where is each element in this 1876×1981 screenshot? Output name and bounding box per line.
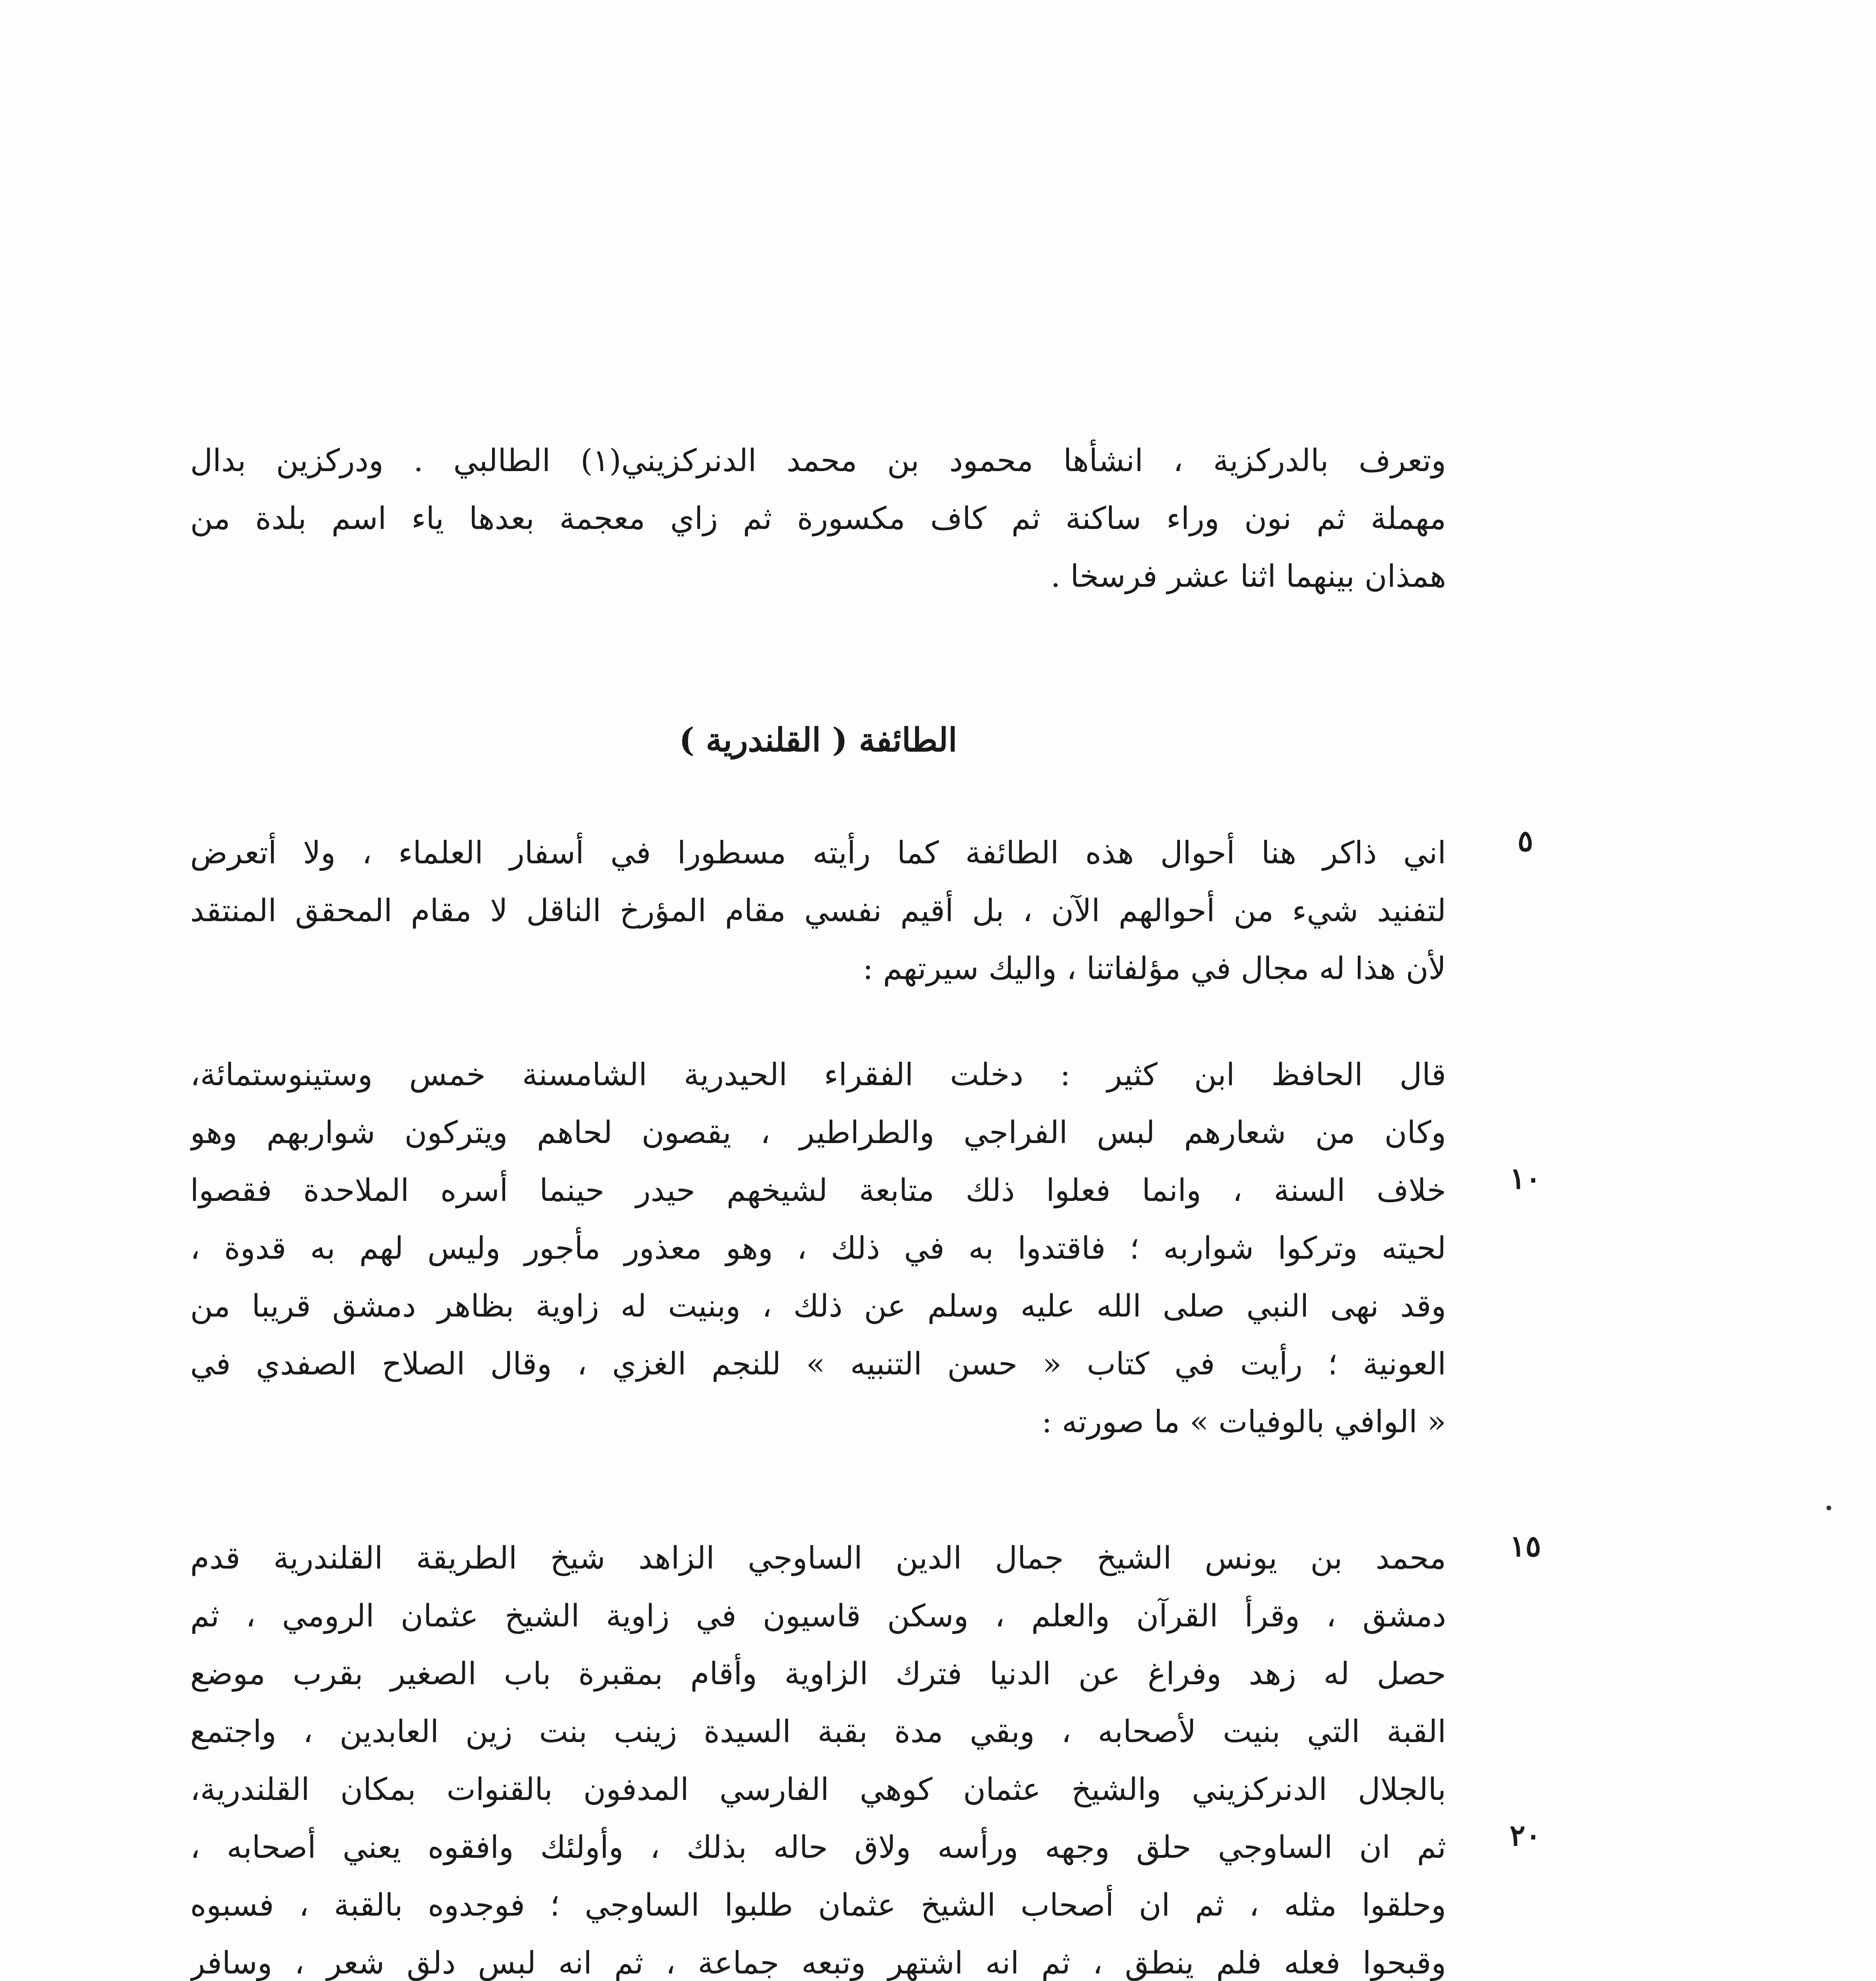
text-line: خلاف السنة ، وانما فعلوا ذلك متابعة لشيخهم حيدر حينما أسره الملاحدة فقصوا <box>190 1173 1446 1208</box>
text-line: وكان من شعارهم لبس الفراجي والطراطير ، يقصون لحاهم ويتركون شواربهم وهو <box>190 1115 1446 1151</box>
paragraph-intro-author <box>190 824 1446 998</box>
paragraph-ibn-kathir <box>190 1046 1446 1451</box>
intro-paragraph <box>190 432 1446 605</box>
text-line: « الوافي بالوفيات » ما صورته : <box>1041 1404 1446 1440</box>
text-line: لأن هذا له مجال في مؤلفاتنا ، واليك سيرتهم : <box>863 951 1446 987</box>
text-line: ثم ان الساوجي حلق وجهه ورأسه ولاق حاله بذلك ، وأولئك وافقوه يعني أصحابه ، <box>190 1830 1446 1865</box>
text-line: حصل له زهد وفراغ عن الدنيا فترك الزاوية وأقام بمقبرة باب الصغير بقرب موضع <box>190 1656 1446 1692</box>
paragraph-sawaji <box>190 1529 1446 1981</box>
text-line: وقبحوا فعله فلم ينطق ، ثم انه اشتهر وتبعه جماعة ، ثم انه لبس دلق شعر ، وسافر <box>190 1945 1446 1981</box>
line-number-15: ١٥ <box>1510 1529 1541 1563</box>
text-line: مهملة ثم نون وراء ساكنة ثم كاف مكسورة ثم زاي معجمة بعدها ياء اسم بلدة من <box>190 501 1446 536</box>
text-line: العونية ؛ رأيت في كتاب « حسن التنبيه » للنجم الغزي ، وقال الصلاح الصفدي في <box>190 1346 1446 1382</box>
text-line: وحلقوا مثله ، ثم ان أصحاب الشيخ عثمان طلبوا الساوجي ؛ فوجدوه بالقبة ، فسبوه <box>190 1887 1446 1923</box>
text-line: قال الحافظ ابن كثير : دخلت الفقراء الحيدرية الشامسنة خمس وستينوستمائة، <box>190 1057 1446 1093</box>
scan-speck <box>1826 1506 1831 1510</box>
text-line: دمشق ، وقرأ القرآن والعلم ، وسكن قاسيون في زاوية الشيخ عثمان الرومي ، ثم <box>190 1598 1446 1634</box>
text-line: لتفنيد شيء من أحوالهم الآن ، بل أقيم نفسي مقام المؤرخ الناقل لا مقام المحقق المنتقد <box>190 893 1446 929</box>
text-line: وتعرف بالدركزية ، انشأها محمود بن محمد الدنركزيني(١) الطالبي . ودركزين بدال <box>190 443 1446 479</box>
line-number-10: ١٠ <box>1510 1162 1541 1196</box>
text-line: القبة التي بنيت لأصحابه ، وبقي مدة بقبة السيدة زينب بنت زين العابدين ، واجتمع <box>190 1714 1446 1750</box>
line-number-5: ٥ <box>1517 824 1533 858</box>
text-line: اني ذاكر هنا أحوال هذه الطائفة كما رأيته مسطورا في أسفار العلماء ، ولا أتعرض <box>190 835 1446 871</box>
text-line: بالجلال الدنركزيني والشيخ عثمان كوهي الفارسي المدفون بالقنوات بمكان القلندرية، <box>190 1772 1446 1807</box>
text-line: وقد نهى النبي صلى الله عليه وسلم عن ذلك ، وبنيت له زاوية بظاهر دمشق قريبا من <box>190 1288 1446 1324</box>
text-line: لحيته وتركوا شواربه ؛ فاقتدوا به في ذلك ، وهو معذور مأجور وليس لهم به قدوة ، <box>190 1231 1446 1266</box>
line-number-20: ٢٠ <box>1510 1819 1541 1853</box>
section-heading: الطائفة ( القلندرية ) <box>679 721 958 759</box>
text-line: همذان بينهما اثنا عشر فرسخا . <box>1050 559 1446 594</box>
text-line: محمد بن يونس الشيخ جمال الدين الساوجي الزاهد شيخ الطريقة القلندرية قدم <box>190 1540 1446 1576</box>
